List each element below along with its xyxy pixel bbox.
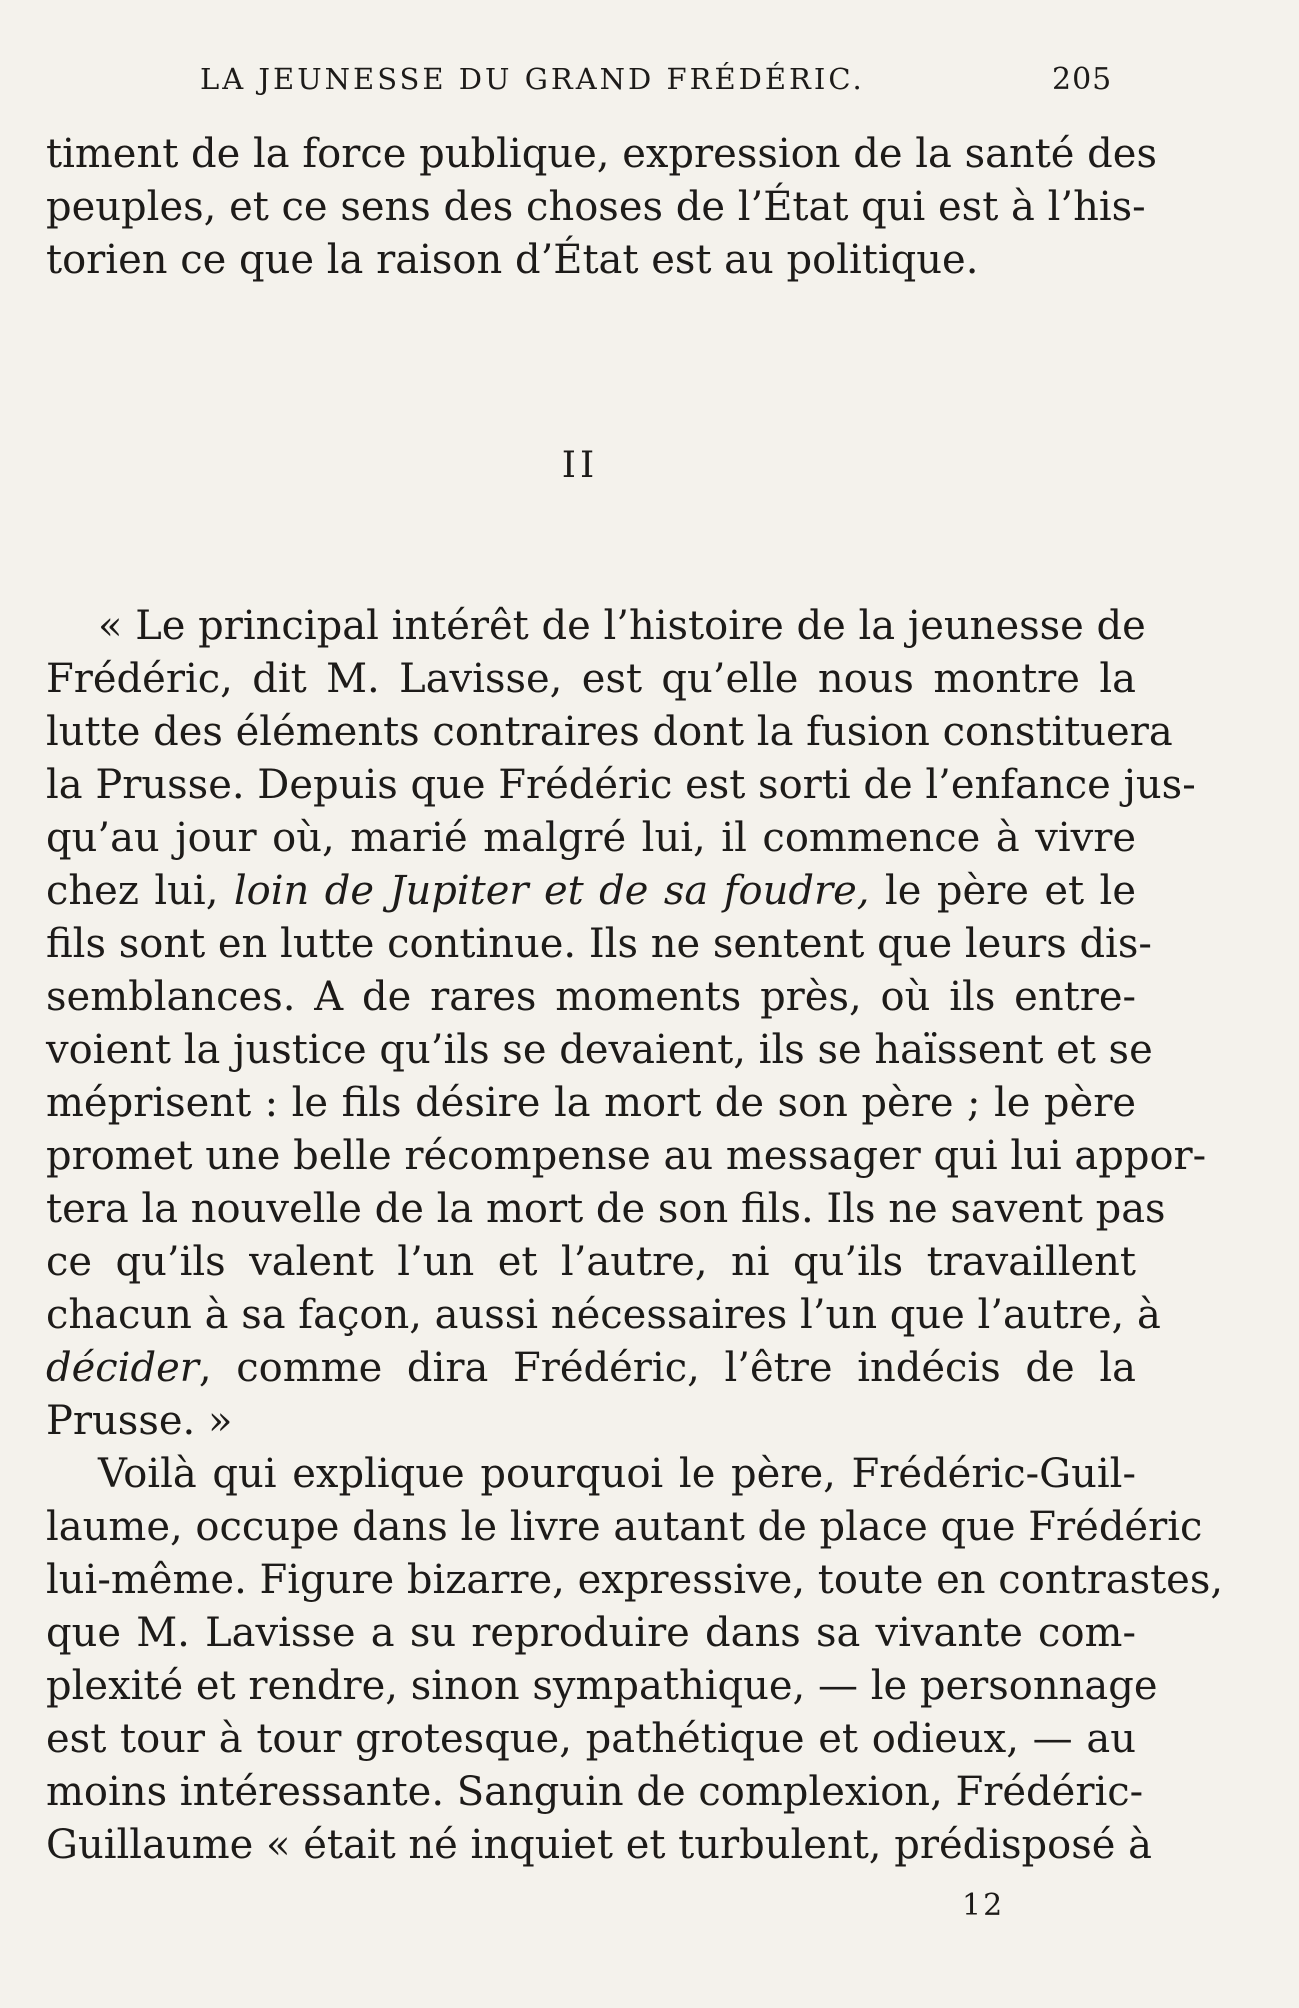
text-line: plexité et rendre, sinon sympathique, — le personnage (46, 1663, 1158, 1709)
text-line: Voilà qui explique pourquoi le père, Frédéric-Guil- (98, 1451, 1136, 1497)
text-line (46, 865, 1136, 917)
text-line: qu’au jour où, marié malgré lui, il commence à vivre (46, 815, 1136, 861)
text-line: lutte des éléments contraires dont la fusion constituera (46, 709, 1173, 755)
text-line: fils sont en lutte continue. Ils ne sentent que leurs dis- (46, 921, 1152, 967)
section-heading: II (561, 445, 599, 486)
text-line: Guillaume « était né inquiet et turbulent, prédisposé à (46, 1822, 1152, 1868)
text-line: Frédéric, dit M. Lavisse, est qu’elle nous montre la (46, 656, 1136, 702)
text-line: chacun à sa façon, aussi nécessaires l’un que l’autre, à (46, 1292, 1161, 1338)
text-line: est tour à tour grotesque, pathétique et odieux, — au (46, 1716, 1136, 1762)
text-line: « Le principal intérêt de l’histoire de la jeunesse de (98, 603, 1146, 649)
text-line: timent de la force publique, expression de la santé des (46, 131, 1157, 177)
text-line: la Prusse. Depuis que Frédéric est sorti de l’enfance jus- (46, 762, 1196, 808)
running-title: LA JEUNESSE DU GRAND FRÉDÉRIC. (200, 62, 865, 96)
italic-phrase: décider (46, 1345, 199, 1391)
text-line: tera la nouvelle de la mort de son fils. Ils ne savent pas (46, 1186, 1166, 1232)
text-line: laume, occupe dans le livre autant de place que Frédéric (46, 1504, 1203, 1550)
text-span: , comme dira Frédéric, l’être indécis de la (198, 1345, 1136, 1391)
text-line: que M. Lavisse a su reproduire dans sa vivante com- (46, 1610, 1136, 1656)
italic-phrase: loin de Jupiter et de sa foudre, (233, 868, 870, 914)
text-line: torien ce que la raison d’État est au politique. (46, 237, 979, 283)
text-line: méprisent : le fils désire la mort de son père ; le père (46, 1080, 1136, 1126)
text-line: moins intéressante. Sanguin de complexion, Frédéric- (46, 1769, 1144, 1815)
text-span: le père et le (869, 868, 1137, 914)
text-line: semblances. A de rares moments près, où ils entre- (46, 974, 1136, 1020)
text-line: promet une belle récompense au messager qui lui appor- (46, 1133, 1207, 1179)
text-line: Prusse. » (46, 1398, 233, 1444)
text-line: ce qu’ils valent l’un et l’autre, ni qu’ils travaillent (46, 1239, 1136, 1285)
text-line: lui-même. Figure bizarre, expressive, toute en contrastes, (46, 1557, 1224, 1603)
signature-mark: 12 (962, 1888, 1005, 1923)
text-line: peuples, et ce sens des choses de l’État qui est à l’his- (46, 184, 1146, 230)
text-span: chez lui, (46, 868, 234, 914)
text-line (46, 1342, 1136, 1394)
page-number: 205 (1052, 62, 1113, 97)
text-line: voient la justice qu’ils se devaient, ils se haïssent et se (46, 1027, 1153, 1073)
